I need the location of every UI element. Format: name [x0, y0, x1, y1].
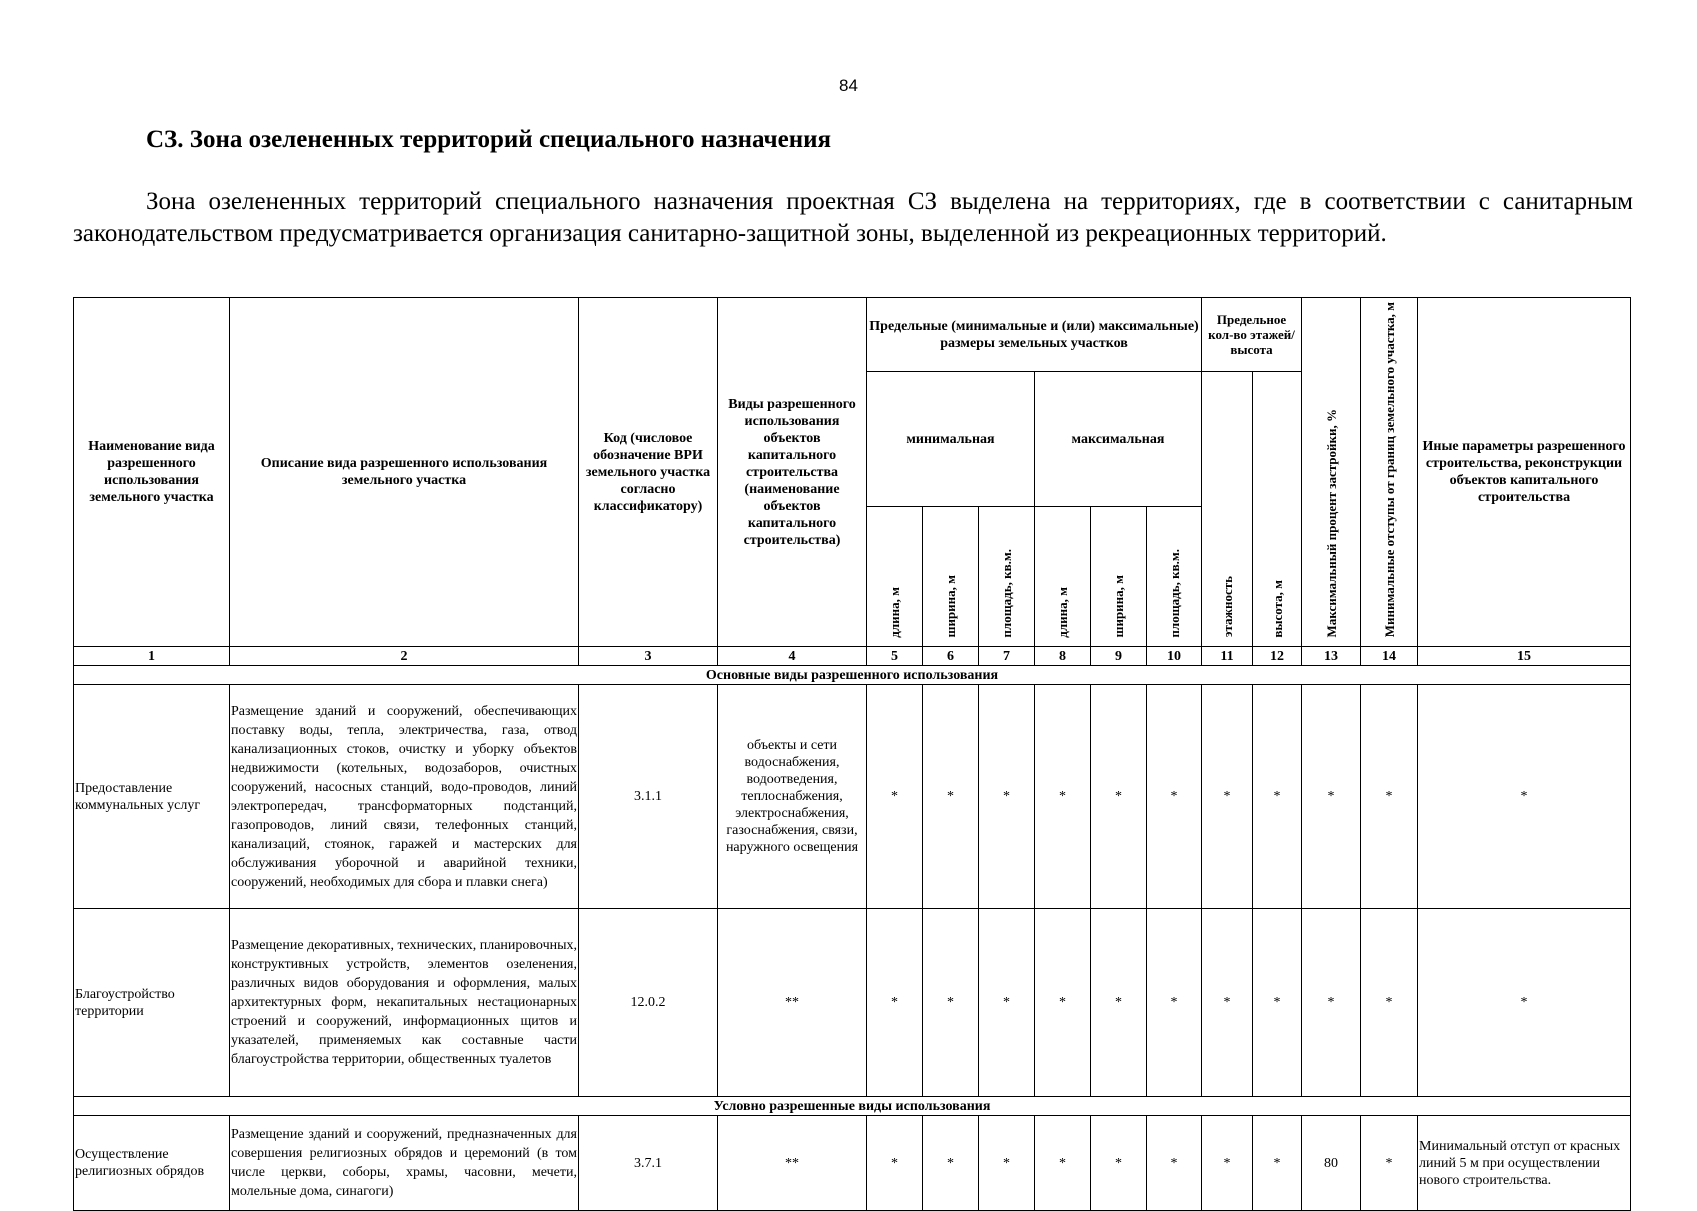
section-main-title: Основные виды разрешенного использования: [74, 666, 1631, 685]
row-value: *: [1202, 685, 1253, 909]
row-description: Размещение зданий и сооружений, обеспечивающих поставку воды, тепла, электричества, газа, отвод канализационных стоков, очистку и уборку объектов недвижимости (котельных, водозаборов, очистных сооружений, насосных станций, водо-проводов, линий электропередач, трансформаторных подстанций, газопроводов, линий связи, телефонных станций, канализаций, стоянок, гаражей и мастерских для обслуживания уборочной и аварийной техники, сооружений, необходимых для сбора и плавки снега): [230, 685, 579, 909]
table-row: [74, 685, 1631, 909]
row-value: 80: [1302, 1116, 1361, 1211]
row-description: Размещение декоративных, технических, планировочных, конструктивных устройств, элементов озеленения, различных видов оборудования и оформления, малых архитектурных форм, некапитальных нестационарных строений и сооружений, информационных щитов и указателей, применяемых как составные части благоустройства территории, общественных туалетов: [230, 909, 579, 1097]
page-number: 84: [839, 76, 858, 95]
column-number: 8: [1035, 647, 1091, 666]
header-max-percent: Максимальный процент застройки, %: [1302, 298, 1361, 647]
row-name: Предоставление коммунальных услуг: [74, 685, 230, 909]
header-min-length: длина, м: [867, 507, 923, 647]
column-number: 10: [1147, 647, 1202, 666]
row-code: 3.7.1: [579, 1116, 718, 1211]
header-min-width: ширина, м: [923, 507, 979, 647]
header-description: Описание вида разрешенного использования земельного участка: [230, 298, 579, 647]
row-value: *: [979, 1116, 1035, 1211]
header-kinds: Виды разрешенного использования объектов капитального строительства (наименование объектов капитального строительства): [718, 298, 867, 647]
row-kinds: **: [718, 1116, 867, 1211]
row-value: *: [979, 909, 1035, 1097]
row-other: Минимальный отступ от красных линий 5 м при осуществлении нового строительства.: [1418, 1116, 1631, 1211]
column-number: 13: [1302, 647, 1361, 666]
row-value: *: [1361, 685, 1418, 909]
row-value: *: [1035, 1116, 1091, 1211]
header-floors-group: Предельное кол-во этажей/ высота: [1202, 298, 1302, 372]
row-kinds: **: [718, 909, 867, 1097]
row-value: *: [1147, 1116, 1202, 1211]
column-number: 5: [867, 647, 923, 666]
column-numbers-row: [74, 647, 1631, 666]
row-other: *: [1418, 909, 1631, 1097]
row-value: *: [979, 685, 1035, 909]
column-number: 2: [230, 647, 579, 666]
column-number: 12: [1253, 647, 1302, 666]
row-value: *: [1253, 685, 1302, 909]
row-value: *: [1147, 909, 1202, 1097]
row-value: *: [1202, 909, 1253, 1097]
header-height: высота, м: [1253, 372, 1302, 647]
header-max: максимальная: [1035, 372, 1202, 507]
header-min-setback: Минимальные отступы от границ земельного участка, м: [1361, 298, 1418, 647]
row-value: *: [1302, 909, 1361, 1097]
row-value: *: [1361, 909, 1418, 1097]
row-name: Осуществление религиозных обрядов: [74, 1116, 230, 1211]
row-value: *: [923, 685, 979, 909]
row-value: *: [1091, 1116, 1147, 1211]
header-code: Код (числовое обозначение ВРИ земельного участка согласно классификатору): [579, 298, 718, 647]
row-description: Размещение зданий и сооружений, предназначенных для совершения религиозных обрядов и церемоний (в том числе церкви, соборы, храмы, часовни, мечети, молельные дома, синагоги): [230, 1116, 579, 1211]
section-heading: СЗ. Зона озелененных территорий специального назначения: [146, 126, 832, 153]
table-row: [74, 909, 1631, 1097]
row-value: *: [1091, 909, 1147, 1097]
column-number: 1: [74, 647, 230, 666]
column-number: 4: [718, 647, 867, 666]
column-number: 14: [1361, 647, 1418, 666]
row-name: Благоустройство территории: [74, 909, 230, 1097]
header-min: минимальная: [867, 372, 1035, 507]
header-max-width: ширина, м: [1091, 507, 1147, 647]
column-number: 11: [1202, 647, 1253, 666]
row-value: *: [1147, 685, 1202, 909]
row-other: *: [1418, 685, 1631, 909]
header-name: Наименование вида разрешенного использования земельного участка: [74, 298, 230, 647]
row-value: *: [1035, 909, 1091, 1097]
row-code: 12.0.2: [579, 909, 718, 1097]
row-value: *: [1361, 1116, 1418, 1211]
header-limits: Предельные (минимальные и (или) максимальные) размеры земельных участков: [867, 298, 1202, 372]
zoning-table: [73, 297, 1631, 1211]
header-floors: этажность: [1202, 372, 1253, 647]
intro-paragraph: Зона озелененных территорий специального назначения проектная СЗ выделена на территориях, где в соответствии с санитарным законодательством предусматривается организация санитарно-защитной зоны, выделенной из рекреационных территорий.: [73, 188, 1633, 247]
row-value: *: [867, 1116, 923, 1211]
column-number: 3: [579, 647, 718, 666]
row-value: *: [1035, 685, 1091, 909]
row-value: *: [1202, 1116, 1253, 1211]
row-value: *: [1091, 685, 1147, 909]
row-value: *: [1253, 909, 1302, 1097]
row-value: *: [1253, 1116, 1302, 1211]
header-max-length: длина, м: [1035, 507, 1091, 647]
column-number: 7: [979, 647, 1035, 666]
column-number: 15: [1418, 647, 1631, 666]
row-value: *: [867, 909, 923, 1097]
section-conditional-title: Условно разрешенные виды использования: [74, 1097, 1631, 1116]
row-value: *: [923, 909, 979, 1097]
header-min-area: площадь, кв.м.: [979, 507, 1035, 647]
column-number: 9: [1091, 647, 1147, 666]
column-number: 6: [923, 647, 979, 666]
header-max-area: площадь, кв.м.: [1147, 507, 1202, 647]
row-value: *: [923, 1116, 979, 1211]
row-value: *: [867, 685, 923, 909]
row-value: *: [1302, 685, 1361, 909]
row-code: 3.1.1: [579, 685, 718, 909]
table-row: [74, 1116, 1631, 1211]
row-kinds: объекты и сети водоснабжения, водоотведения, теплоснабжения, электроснабжения, газоснабжения, связи, наружного освещения: [718, 685, 867, 909]
header-other: Иные параметры разрешенного строительства, реконструкции объектов капитального строительства: [1418, 298, 1631, 647]
